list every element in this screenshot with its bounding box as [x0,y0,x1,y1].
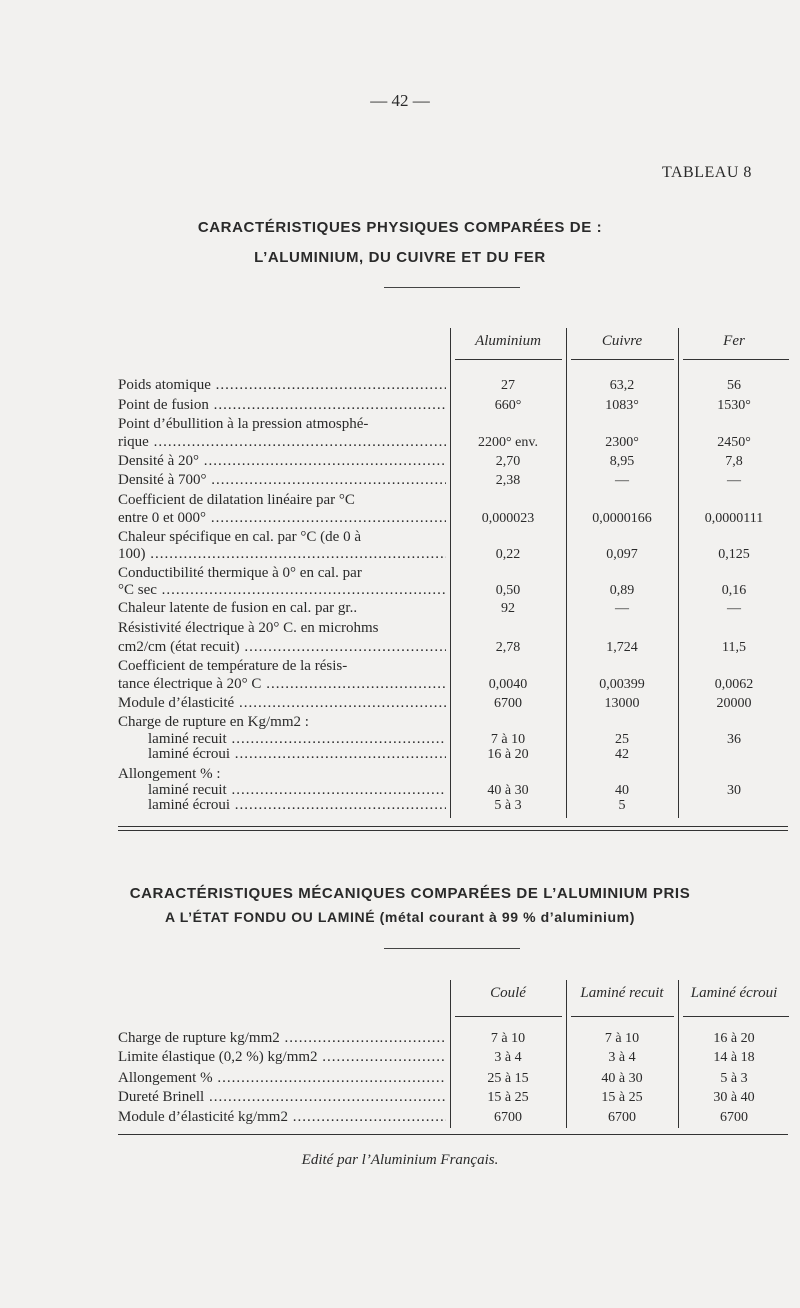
cell-value: 0,125 [718,547,750,562]
cell-value: 92 [501,601,515,616]
cell-value: 40 à 30 [487,783,529,798]
cell-value: 30 [727,783,741,798]
cell-value: 27 [501,378,515,393]
row-label: laminé recuit ..... [148,731,446,748]
header-underline [455,1016,562,1017]
row-label: Point d’ébullition à la pression atmosphé- [118,416,369,432]
cell-value: 0,0000111 [704,511,764,526]
credit-line: Edité par l’Aluminium Français. [301,1152,499,1168]
table1-title-line2: L’ALUMINIUM, DU CUIVRE ET DU FER [254,249,546,266]
cell-value: — [615,601,629,616]
row-label: Coefficient de température de la résis- [118,658,348,674]
header-underline [455,359,562,360]
row-label: Densité à 700° ..... [118,472,446,489]
row-label: Conductibilité thermique à 0° en cal. par [118,565,362,581]
table1-bottom-rule [118,830,788,831]
cell-value: 0,00399 [599,677,645,692]
row-label: Densité à 20° ..... [118,453,446,470]
cell-value: 0,50 [495,583,521,598]
cell-value: 5 à 3 [494,798,522,813]
cell-value: 5 [618,798,626,813]
cell-value: 0,097 [606,547,638,562]
cell-value: 5 à 3 [720,1071,748,1086]
cell-value: 2200° env. [478,435,538,450]
cell-value: 42 [615,747,629,762]
group-heading: Allongement % : [118,766,221,782]
header-underline [571,359,674,360]
cell-value: 0,0000166 [592,511,652,526]
row-label: Module d’élasticité ..... [118,695,446,712]
cell-value: 14 à 18 [713,1050,755,1065]
cell-value: 20000 [716,696,752,711]
row-label: laminé recuit ..... [148,782,446,799]
cell-value: 6700 [608,1110,636,1125]
tableau-label: TABLEAU 8 [662,164,752,181]
cell-value: 11,5 [722,640,746,655]
cell-value: 2,78 [495,640,521,655]
col-aluminium: Aluminium [475,333,541,349]
row-label: laminé écroui ..... [148,797,446,814]
row-label: Point de fusion ..... [118,397,446,414]
cell-value: 0,89 [609,583,635,598]
row-label: laminé écroui ..... [148,746,446,763]
cell-value: 36 [727,732,741,747]
cell-value: 2,38 [495,473,521,488]
cell-value: 7 à 10 [604,1031,640,1046]
cell-value: 6700 [494,1110,522,1125]
row-label: cm2/cm (état recuit) ..... [118,639,446,656]
row-label: Chaleur latente de fusion en cal. par gr.. [118,600,358,616]
cell-value: 16 à 20 [487,747,529,762]
table1-bottom-rule [118,826,788,827]
row-label: entre 0 et 000° ..... [118,510,446,527]
cell-value: 3 à 4 [608,1050,636,1065]
cell-value: 2300° [605,435,639,450]
row-label: Résistivité électrique à 20° C. en microhms [118,620,379,636]
table2-title-line1: CARACTÉRISTIQUES MÉCANIQUES COMPARÉES DE L’ALUMINIUM PRIS [129,885,691,902]
header-underline [683,359,789,360]
cell-value: 30 à 40 [713,1090,755,1105]
cell-value: 25 [615,732,629,747]
cell-value: 40 [615,783,629,798]
cell-value: 1,724 [606,640,638,655]
row-label: 100) ..... [118,546,446,563]
cell-value: 6700 [494,696,522,711]
cell-value: 63,2 [609,378,635,393]
title-rule [384,948,520,949]
row-label: Limite élastique (0,2 %) kg/mm2 ..... [118,1049,446,1066]
cell-value: 7 à 10 [490,732,526,747]
cell-value: 15 à 25 [487,1090,529,1105]
row-label: Coefficient de dilatation linéaire par °C [118,492,355,508]
col-fer: Fer [723,333,745,349]
cell-value: 0,000023 [481,511,535,526]
cell-value: 2,70 [495,454,521,469]
table2-bottom-rule [118,1134,788,1135]
row-label: Dureté Brinell ..... [118,1089,446,1106]
page-number: — 42 — [370,91,430,110]
group-heading: Charge de rupture en Kg/mm2 : [118,714,309,730]
cell-value: 0,0040 [488,677,528,692]
cell-value: 2450° [717,435,751,450]
cell-value: 6700 [720,1110,748,1125]
col-lamine-recuit: Laminé recuit [580,985,664,1001]
cell-value: 13000 [604,696,640,711]
cell-value: 1083° [605,398,639,413]
cell-value: 7 à 10 [490,1031,526,1046]
cell-value: 7,8 [725,454,743,469]
table1-title-line1: CARACTÉRISTIQUES PHYSIQUES COMPARÉES DE : [197,219,603,236]
cell-value: 0,22 [495,547,521,562]
row-label: °C sec ..... [118,582,446,599]
cell-value: — [615,473,629,488]
col-coule: Coulé [490,985,526,1001]
col-cuivre: Cuivre [601,333,643,349]
header-underline [683,1016,789,1017]
row-label: Module d’élasticité kg/mm2 ..... [118,1109,446,1126]
row-label: Chaleur spécifique en cal. par °C (de 0 à [118,529,361,545]
row-label: rique ..... [118,434,446,451]
cell-value: 25 à 15 [487,1071,529,1086]
table2-title-line2: A L’ÉTAT FONDU OU LAMINÉ (métal courant à 99 % d’aluminium) [165,909,635,925]
col-lamine-ecroui: Laminé écroui [690,985,778,1001]
cell-value: 0,16 [721,583,747,598]
row-label: Allongement % ..... [118,1070,446,1087]
cell-value: 0,0062 [714,677,754,692]
row-label: Charge de rupture kg/mm2 ..... [118,1030,446,1047]
cell-value: 660° [494,398,522,413]
cell-value: 56 [727,378,741,393]
cell-value: 1530° [717,398,751,413]
cell-value: 15 à 25 [601,1090,643,1105]
cell-value: 3 à 4 [494,1050,522,1065]
cell-value: 16 à 20 [713,1031,755,1046]
cell-value: 40 à 30 [601,1071,643,1086]
row-label: tance électrique à 20° C ..... [118,676,446,693]
cell-value: — [727,601,741,616]
row-label: Poids atomique ..... [118,377,446,394]
title-rule [384,287,520,288]
cell-value: — [727,473,741,488]
cell-value: 8,95 [609,454,635,469]
header-underline [571,1016,674,1017]
